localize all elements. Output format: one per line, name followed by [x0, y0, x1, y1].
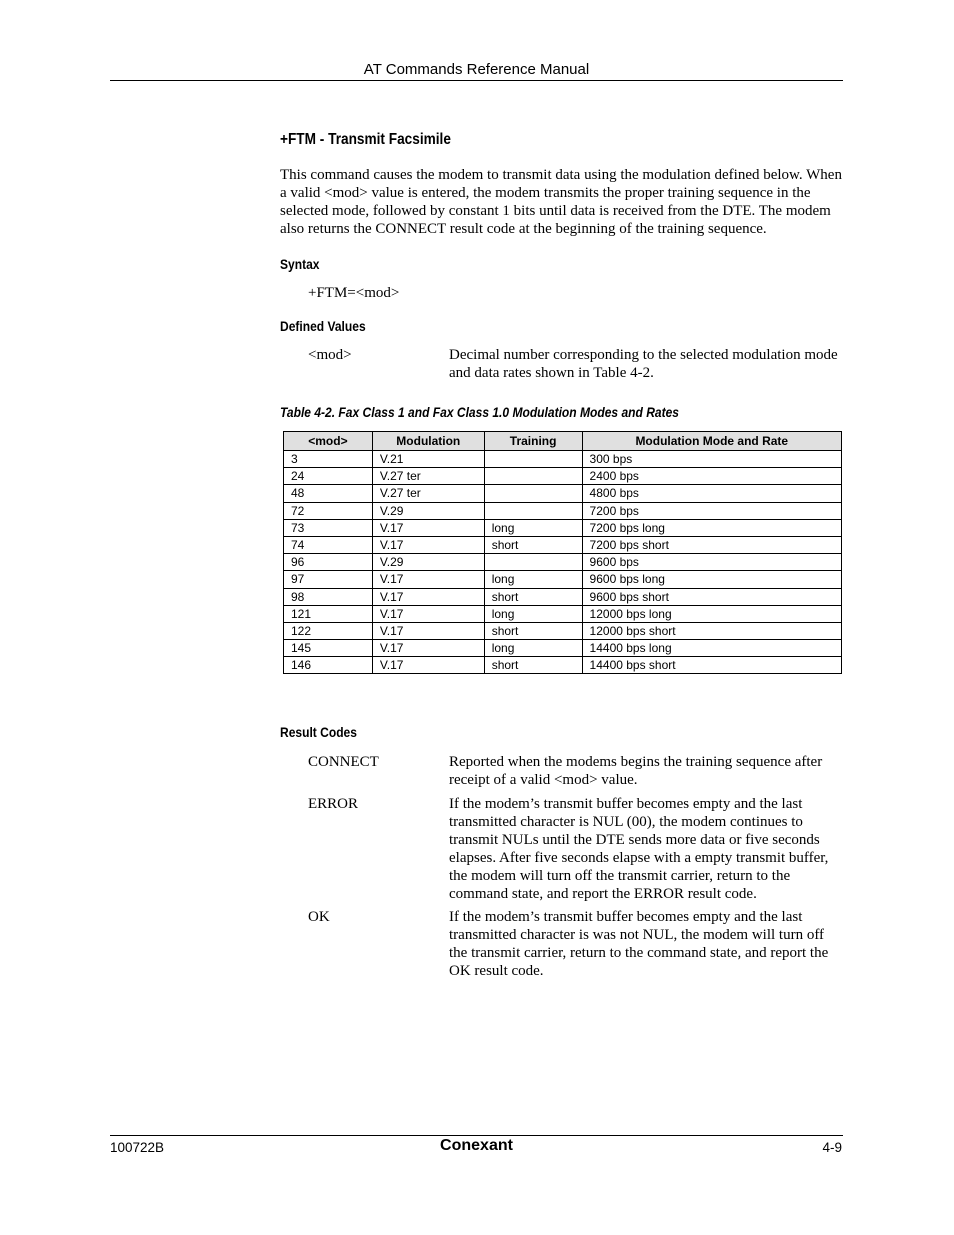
defined-value-term: <mod> — [308, 347, 352, 363]
cell-training — [484, 485, 582, 502]
cell-training: short — [484, 657, 582, 674]
footer-page-number: 4-9 — [822, 1140, 842, 1155]
section-title: +FTM - Transmit Facsimile — [280, 131, 451, 148]
cell-modulation: V.17 — [372, 536, 484, 553]
defined-values-heading: Defined Values — [280, 318, 366, 334]
cell-mode-rate: 12000 bps long — [582, 605, 841, 622]
table-row — [284, 451, 842, 468]
result-code-error-description: If the modem’s transmit buffer becomes empty and the last transmitted character is NUL (00), the modem continues to transmit NULs until the DTE sends more data or five seconds elapses. After five seconds elapse with a empty transmit buffer, the modem will turn off the transmit carrier, return to the command state, and report the ERROR result code. — [449, 796, 829, 902]
col-header-mode-rate: Modulation Mode and Rate — [582, 432, 841, 451]
table-row — [284, 640, 842, 657]
cell-training — [484, 554, 582, 571]
cell-mod: 98 — [284, 588, 373, 605]
cell-mod: 74 — [284, 536, 373, 553]
table-row — [284, 485, 842, 502]
section-description: This command causes the modem to transmit data using the modulation defined below. When a valid <mod> value is entered, the modem transmits the proper training sequence in the selected mode, followed by constant 1 bits until data is received from the DTE. The modem also returns the CONNECT result code at the beginning of the training sequence. — [280, 167, 842, 237]
cell-modulation: V.29 — [372, 502, 484, 519]
result-code-connect-description: Reported when the modems begins the training sequence after receipt of a valid <mod> value. — [449, 754, 823, 788]
result-code-error: ERROR — [308, 796, 359, 812]
table-row — [284, 536, 842, 553]
cell-mod: 146 — [284, 657, 373, 674]
cell-modulation: V.17 — [372, 571, 484, 588]
footer-rule — [110, 1135, 843, 1136]
cell-modulation: V.17 — [372, 657, 484, 674]
syntax-heading: Syntax — [280, 256, 320, 272]
cell-mod: 3 — [284, 451, 373, 468]
cell-mod: 48 — [284, 485, 373, 502]
cell-mod: 121 — [284, 605, 373, 622]
cell-training: long — [484, 605, 582, 622]
cell-modulation: V.17 — [372, 588, 484, 605]
col-header-mod: <mod> — [284, 432, 373, 451]
cell-mod: 73 — [284, 519, 373, 536]
cell-mod: 96 — [284, 554, 373, 571]
cell-mode-rate: 9600 bps — [582, 554, 841, 571]
table-row — [284, 519, 842, 536]
cell-mode-rate: 2400 bps — [582, 468, 841, 485]
table-row — [284, 502, 842, 519]
cell-mod: 72 — [284, 502, 373, 519]
table-row — [284, 554, 842, 571]
cell-training — [484, 451, 582, 468]
footer-doc-number: 100722B — [110, 1140, 165, 1155]
header-rule — [110, 80, 843, 81]
table-row — [284, 468, 842, 485]
cell-mode-rate: 14400 bps long — [582, 640, 841, 657]
cell-modulation: V.27 ter — [372, 485, 484, 502]
table-row — [284, 588, 842, 605]
result-code-ok: OK — [308, 909, 330, 925]
table-row — [284, 605, 842, 622]
syntax-command: +FTM=<mod> — [308, 285, 400, 301]
cell-mode-rate: 9600 bps short — [582, 588, 841, 605]
modulation-table — [283, 431, 842, 674]
cell-training — [484, 502, 582, 519]
cell-mode-rate: 4800 bps — [582, 485, 841, 502]
defined-value-definition: Decimal number corresponding to the selected modulation mode and data rates shown in Table 4-2. — [449, 347, 838, 381]
cell-mode-rate: 7200 bps short — [582, 536, 841, 553]
cell-mod: 122 — [284, 622, 373, 639]
cell-mode-rate: 7200 bps long — [582, 519, 841, 536]
col-header-training: Training — [484, 432, 582, 451]
result-codes-heading: Result Codes — [280, 724, 357, 740]
table-header-row — [284, 432, 842, 451]
cell-modulation: V.17 — [372, 622, 484, 639]
table-row — [284, 622, 842, 639]
cell-mode-rate: 14400 bps short — [582, 657, 841, 674]
cell-mod: 24 — [284, 468, 373, 485]
cell-mod: 145 — [284, 640, 373, 657]
cell-training: long — [484, 571, 582, 588]
cell-modulation: V.21 — [372, 451, 484, 468]
cell-mod: 97 — [284, 571, 373, 588]
cell-training: short — [484, 622, 582, 639]
table-caption: Table 4-2. Fax Class 1 and Fax Class 1.0 Modulation Modes and Rates — [280, 404, 680, 420]
footer-company: Conexant — [440, 1137, 513, 1154]
cell-training: short — [484, 588, 582, 605]
cell-modulation: V.29 — [372, 554, 484, 571]
cell-modulation: V.27 ter — [372, 468, 484, 485]
cell-mode-rate: 9600 bps long — [582, 571, 841, 588]
table-row — [284, 657, 842, 674]
cell-mode-rate: 300 bps — [582, 451, 841, 468]
cell-training: short — [484, 536, 582, 553]
col-header-modulation: Modulation — [372, 432, 484, 451]
result-code-connect: CONNECT — [308, 754, 379, 770]
cell-training: long — [484, 519, 582, 536]
cell-training: long — [484, 640, 582, 657]
cell-modulation: V.17 — [372, 605, 484, 622]
cell-mode-rate: 7200 bps — [582, 502, 841, 519]
result-code-ok-description: If the modem’s transmit buffer becomes empty and the last transmitted character is was not NUL, the modem will turn off the transmit carrier, return to the command state, and report the OK result code. — [449, 909, 829, 979]
table-row — [284, 571, 842, 588]
cell-modulation: V.17 — [372, 640, 484, 657]
cell-modulation: V.17 — [372, 519, 484, 536]
cell-mode-rate: 12000 bps short — [582, 622, 841, 639]
running-header: AT Commands Reference Manual — [363, 61, 590, 78]
cell-training — [484, 468, 582, 485]
